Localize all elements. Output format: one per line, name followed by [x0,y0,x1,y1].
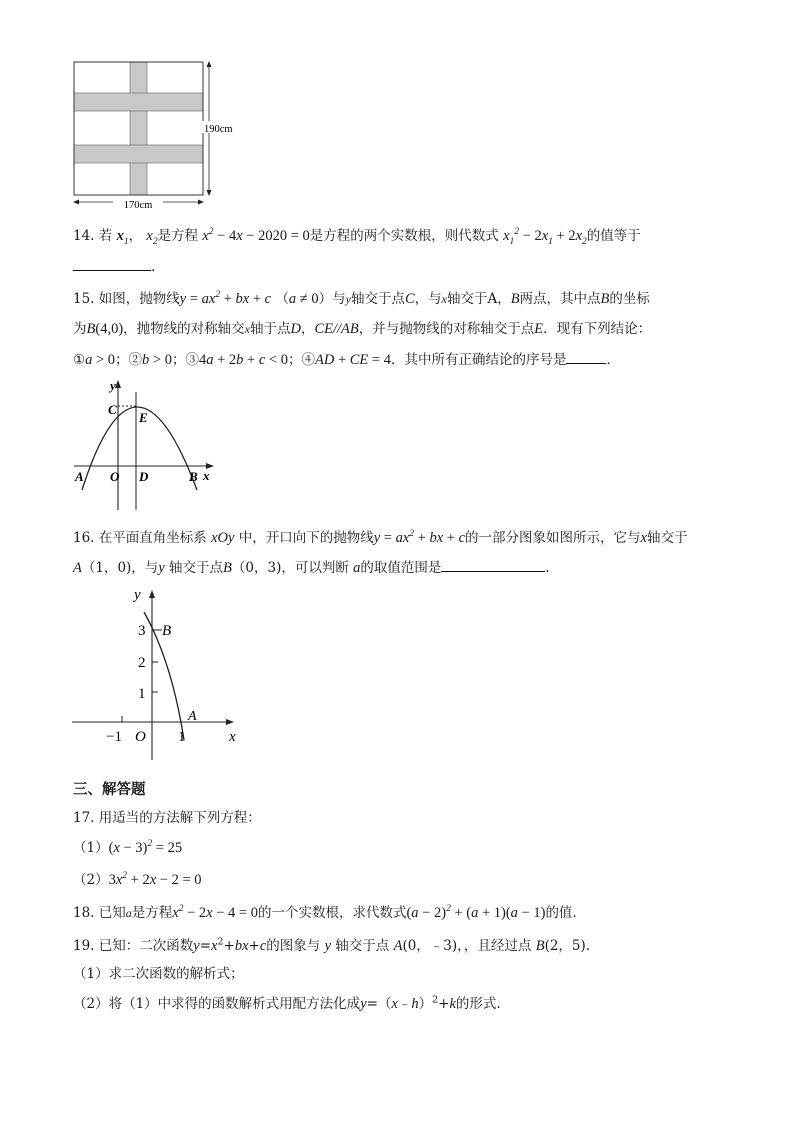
svg-text:−1: −1 [106,729,122,745]
horizontal-strip-2 [74,145,203,163]
svg-text:O: O [135,729,146,745]
section-3-title: 三、解答题 [73,782,146,798]
svg-text:B: B [162,623,172,639]
svg-text:y: y [110,378,116,393]
question-18: 18. 已知a是方程$x^2 - 2x - 4 = 0$的一个实数根，求代数式$(a - 2)^2 + (a + 1)(a - 1)$的值. [73,904,577,921]
svg-text:E: E [139,410,148,425]
q15-parabola-graph [72,376,222,514]
question-14-answer-line: . [73,256,155,277]
question-15-line-3: ①a > 0；②b > 0；③4a + 2b + c < 0；④AD + CE = 4．其中所有正确结论的序号是 ． [73,349,620,370]
height-label: 190cm [204,124,233,135]
svg-text:x: x [229,729,236,745]
svg-text:2: 2 [138,655,146,671]
question-19: 19. 已知：二次函数$y=x^2+bx+c$的图象与 y 轴交于点 A(0，﹣3)，，且经过点 B(2，5). [73,936,591,954]
answer-blank[interactable] [73,256,151,271]
question-17-part-1: $(1)(x - 3)^2 = 25$ [73,839,183,856]
question-15-line-2: 为B(4,0)，抛物线的对称轴交x轴于点D，CE//AB，并与抛物线的对称轴交于点E．现有下列结论： [73,321,652,337]
svg-text:D: D [139,469,149,484]
vertical-strip [130,62,147,195]
question-19-part-1: （1）求二次函数的解析式； [73,966,244,982]
svg-text:x: x [203,468,210,483]
answer-blank[interactable] [441,557,545,572]
answer-blank[interactable] [566,349,606,364]
window-figure [68,57,248,215]
question-17-part-2: $(2)3x^2 + 2x - 2 = 0$ [73,871,202,888]
svg-text:y: y [134,587,141,603]
width-label: 170cm [123,200,153,211]
question-19-part-2: （2）将（1）中求得的函数解析式用配方法化成y=（x﹣h）$^2$+k的形式. [73,994,501,1012]
svg-text:A: A [188,709,197,724]
question-17: 17. 用适当的方法解下列方程： [73,810,261,826]
question-16-line-2: A（1，0)，与y 轴交于点B（0，3)，可以判断 a的取值范围是 . [73,557,550,578]
svg-text:1: 1 [138,686,146,702]
svg-text:O: O [110,469,120,484]
svg-text:C: C [108,402,117,417]
svg-text:B: B [189,469,198,484]
svg-text:A: A [75,469,84,484]
horizontal-strip-1 [74,93,203,111]
svg-text:3: 3 [138,623,146,639]
question-14: 14. 若 $x_1$， $x_2$是方程 $x^2 - 4x - 2020 = 0$是方程的两个实数根，则代数式 $x_1^2 - 2x_1 + 2x_2$的值等于 [73,227,641,247]
question-16-line-1: 16. 在平面直角坐标系 xOy 中，开口向下的抛物线$y = ax^2$ + bx + c的一部分图象如图所示，它与x轴交于 [73,529,688,546]
svg-text:1: 1 [178,729,186,745]
question-15-line-1: 15. 如图，抛物线$y = ax^2$ + bx + c （a ≠ 0）与y轴交于点C，与x轴交于A，B两点，其中点B的坐标 [73,290,650,307]
q16-parabola-graph [72,582,252,760]
